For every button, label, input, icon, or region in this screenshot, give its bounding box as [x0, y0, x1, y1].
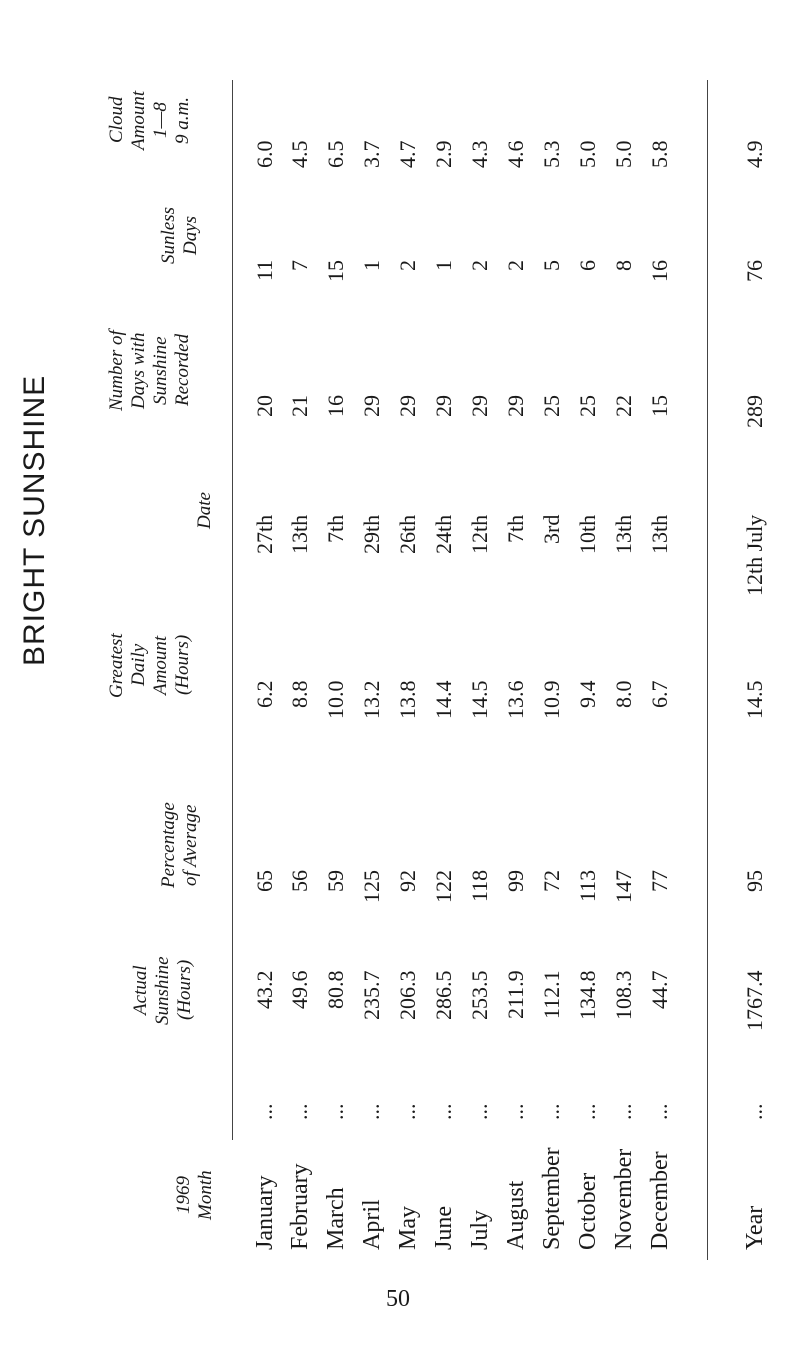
cell-number: 22: [611, 395, 636, 417]
cell-greatest: 14.4: [431, 680, 456, 719]
cell-number: 29: [503, 395, 528, 417]
cell-date: 24th: [431, 514, 456, 554]
header-cloud: Amount: [127, 90, 149, 150]
header-percentage: Percentage: [157, 802, 179, 888]
cell-greatest: 14.5: [742, 680, 767, 719]
cell-sunless: 1: [431, 260, 456, 271]
cell-actual: 235.7: [359, 970, 384, 1020]
cell-dots: ...: [252, 1103, 277, 1120]
cell-percentage: 99: [503, 870, 528, 892]
cell-actual: 211.9: [503, 970, 528, 1019]
cell-percentage: 56: [287, 870, 312, 892]
cell-sunless: 5: [539, 260, 564, 271]
header-greatest: (Hours): [171, 634, 193, 695]
cell-date: 12th July: [742, 514, 767, 596]
cell-sunless: 2: [503, 260, 528, 271]
cell-sunless: 7: [287, 260, 312, 271]
header-percentage: of Average: [179, 804, 201, 886]
cell-actual: 49.6: [287, 970, 312, 1009]
header-actual: Actual: [129, 965, 151, 1015]
cell-percentage: 92: [395, 870, 420, 892]
cell-number: 29: [359, 395, 384, 417]
cell-date: 12th: [467, 514, 492, 554]
cell-number: 29: [395, 395, 420, 417]
header-number: Recorded: [171, 333, 193, 406]
cell-cloud: 5.3: [539, 140, 564, 168]
cell-number: 29: [431, 395, 456, 417]
cell-sunless: 2: [395, 260, 420, 271]
cell-percentage: 122: [431, 870, 456, 903]
cell-actual: 206.3: [395, 970, 420, 1020]
cell-sunless: 76: [742, 260, 767, 282]
cell-month: October: [575, 1172, 601, 1250]
cell-month: July: [467, 1209, 493, 1250]
header-number: Number of: [105, 329, 127, 411]
cell-percentage: 118: [467, 869, 492, 902]
cell-month: March: [323, 1187, 349, 1250]
cell-cloud: 5.8: [647, 140, 672, 168]
cell-number: 25: [575, 395, 600, 417]
cell-month: September: [539, 1147, 565, 1250]
header-date: Date: [193, 491, 215, 529]
cell-greatest: 8.0: [611, 680, 636, 708]
cell-sunless: 1: [359, 260, 384, 271]
cell-dots: ...: [467, 1103, 492, 1120]
cell-cloud: 4.3: [467, 140, 492, 168]
header-month: 1969: [172, 1176, 194, 1214]
page-title: BRIGHT SUNSHINE: [18, 374, 51, 666]
cell-greatest: 8.8: [287, 680, 312, 708]
header-actual: Sunshine: [151, 955, 173, 1025]
cell-month: December: [647, 1151, 673, 1250]
cell-month: February: [287, 1163, 313, 1250]
cell-actual: 112.1: [539, 970, 564, 1019]
cell-cloud: 6.5: [323, 140, 348, 168]
cell-greatest: 10.9: [539, 680, 564, 719]
cell-percentage: 77: [647, 870, 672, 892]
cell-actual: 286.5: [431, 970, 456, 1020]
cell-sunless: 16: [647, 260, 672, 282]
cell-actual: 253.5: [467, 970, 492, 1020]
cell-date: 7th: [323, 514, 348, 543]
cell-percentage: 95: [742, 870, 767, 892]
header-cloud: 1—8: [149, 102, 171, 138]
cell-greatest: 9.4: [575, 680, 600, 708]
cell-sunless: 11: [252, 259, 277, 281]
cell-dots: ...: [611, 1103, 636, 1120]
cell-sunless: 8: [611, 260, 636, 271]
cell-number: 289: [742, 395, 767, 428]
cell-cloud: 6.0: [252, 140, 277, 168]
cell-cloud: 2.9: [431, 140, 456, 168]
cell-number: 25: [539, 395, 564, 417]
cell-percentage: 65: [252, 870, 277, 892]
header-number: Sunshine: [149, 335, 171, 405]
cell-number: 20: [252, 395, 277, 417]
cell-percentage: 147: [611, 870, 636, 903]
cell-actual: 80.8: [323, 970, 348, 1009]
cell-greatest: 10.0: [323, 680, 348, 719]
cell-greatest: 13.6: [503, 680, 528, 719]
cell-greatest: 14.5: [467, 680, 492, 719]
cell-month: January: [252, 1175, 278, 1250]
cell-month: Year: [742, 1205, 768, 1250]
cell-number: 16: [323, 395, 348, 417]
cell-month: June: [431, 1206, 457, 1250]
cell-number: 21: [287, 395, 312, 417]
cell-greatest: 13.2: [359, 680, 384, 719]
cell-cloud: 3.7: [359, 140, 384, 168]
cell-sunless: 15: [323, 260, 348, 282]
cell-dots: ...: [647, 1103, 672, 1120]
cell-sunless: 2: [467, 260, 492, 271]
header-cloud: 9 a.m.: [171, 96, 193, 144]
cell-actual: 108.3: [611, 970, 636, 1020]
header-cloud: Cloud: [105, 96, 127, 143]
cell-actual: 134.8: [575, 970, 600, 1020]
cell-date: 29th: [359, 514, 384, 554]
cell-date: 10th: [575, 514, 600, 554]
cell-sunless: 6: [575, 260, 600, 271]
total-divider: [707, 80, 708, 1260]
column-divider: [232, 80, 233, 1140]
cell-percentage: 125: [359, 870, 384, 903]
cell-cloud: 4.5: [287, 140, 312, 168]
cell-percentage: 59: [323, 870, 348, 892]
cell-number: 29: [467, 395, 492, 417]
cell-cloud: 4.9: [742, 140, 767, 168]
header-sunless: Sunless: [157, 206, 179, 264]
cell-dots: ...: [539, 1103, 564, 1120]
cell-dots: ...: [287, 1103, 312, 1120]
cell-cloud: 4.7: [395, 140, 420, 168]
cell-cloud: 4.6: [503, 140, 528, 168]
cell-date: 13th: [611, 514, 636, 554]
header-greatest: Greatest: [105, 632, 127, 698]
cell-month: August: [503, 1180, 529, 1250]
cell-dots: ...: [431, 1103, 456, 1120]
header-month: Month: [194, 1170, 216, 1220]
cell-dots: ...: [359, 1103, 384, 1120]
cell-percentage: 113: [575, 869, 600, 902]
cell-actual: 43.2: [252, 970, 277, 1009]
cell-dots: ...: [742, 1103, 767, 1120]
cell-date: 13th: [287, 514, 312, 554]
page-number: 50: [386, 1286, 410, 1312]
cell-month: November: [611, 1148, 637, 1250]
cell-dots: ...: [395, 1103, 420, 1120]
header-number: Days with: [127, 331, 149, 409]
header-actual: (Hours): [173, 959, 195, 1020]
cell-month: April: [359, 1199, 385, 1250]
cell-dots: ...: [323, 1103, 348, 1120]
cell-date: 13th: [647, 514, 672, 554]
cell-cloud: 5.0: [575, 140, 600, 168]
cell-actual: 1767.4: [742, 970, 767, 1031]
cell-greatest: 6.2: [252, 680, 277, 708]
header-sunless: Days: [179, 215, 201, 255]
cell-dots: ...: [503, 1103, 528, 1120]
cell-date: 27th: [252, 514, 277, 554]
cell-percentage: 72: [539, 870, 564, 892]
header-greatest: Amount: [149, 635, 171, 695]
cell-actual: 44.7: [647, 970, 672, 1009]
header-greatest: Daily: [127, 643, 149, 686]
cell-number: 15: [647, 395, 672, 417]
cell-date: 26th: [395, 514, 420, 554]
cell-date: 3rd: [539, 514, 564, 544]
cell-cloud: 5.0: [611, 140, 636, 168]
cell-dots: ...: [575, 1103, 600, 1120]
cell-greatest: 6.7: [647, 680, 672, 708]
cell-date: 7th: [503, 514, 528, 543]
cell-greatest: 13.8: [395, 680, 420, 719]
cell-month: May: [395, 1206, 421, 1250]
